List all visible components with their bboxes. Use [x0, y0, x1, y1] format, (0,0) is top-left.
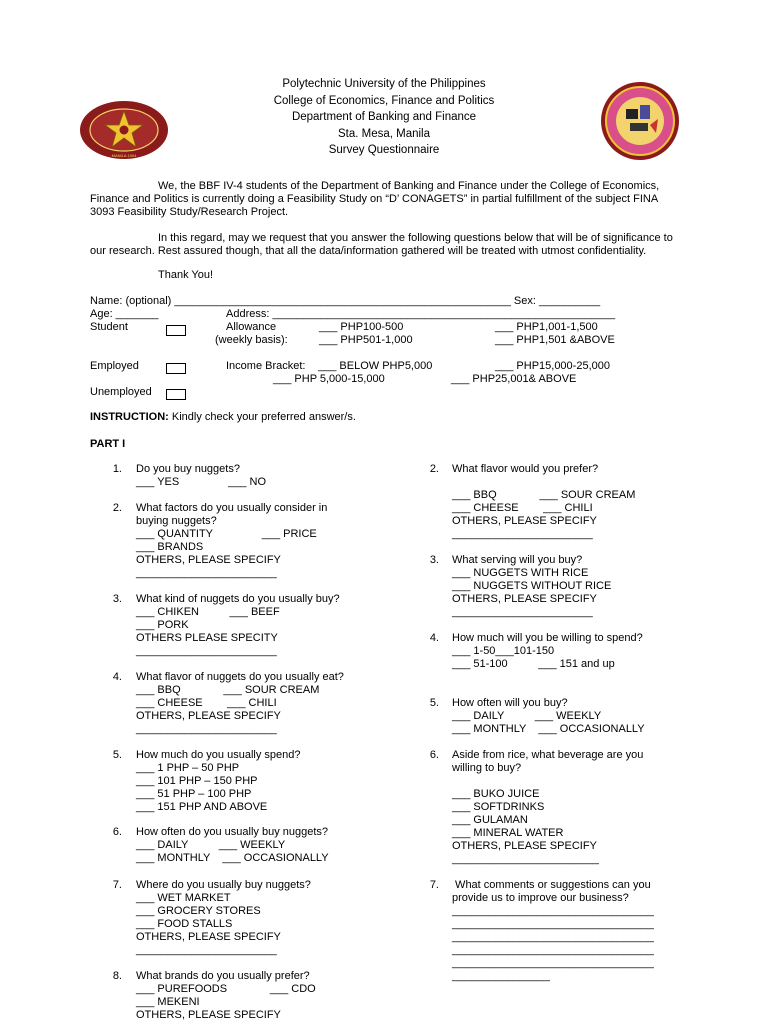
- answer-line: _________________________________: [452, 957, 654, 969]
- question-number: 3.: [429, 554, 439, 566]
- question-block: [136, 879, 311, 957]
- student-checkbox[interactable]: [166, 325, 186, 336]
- question-block: [136, 502, 327, 580]
- answer-line: ___ DAILY ___ WEEKLY: [452, 710, 602, 722]
- question-text: How much do you usually spend?: [136, 749, 301, 761]
- answer-line: ___ BRANDS: [136, 541, 204, 553]
- answer-line: ___ CHEESE ___ CHILI: [452, 502, 593, 514]
- answer-line: ___ 1 PHP – 50 PHP: [136, 762, 240, 774]
- answer-line: OTHERS, PLEASE SPECIFY: [136, 554, 281, 566]
- employed-checkbox[interactable]: [166, 363, 186, 374]
- department-name: Department of Banking and Finance: [291, 111, 477, 123]
- answer-line: ________________________: [452, 853, 599, 865]
- location: Sta. Mesa, Manila: [337, 127, 431, 140]
- income-option: ___ PHP25,001& ABOVE: [451, 373, 577, 385]
- question-block: [452, 463, 635, 541]
- answer-line: OTHERS, PLEASE SPECIFY: [136, 931, 281, 943]
- question-text: What kind of nuggets do you usually buy?: [136, 593, 340, 605]
- question-number: 3.: [112, 593, 122, 605]
- college-seal-right: [600, 81, 680, 161]
- answer-line: willing to buy?: [452, 762, 522, 774]
- answer-line: ___ QUANTITY ___ PRICE: [136, 528, 317, 540]
- allowance-option: ___ PHP100-500: [319, 321, 404, 333]
- unemployed-label: Unemployed: [90, 386, 152, 398]
- answer-line: _________________________________: [452, 905, 654, 917]
- question-number: 2.: [112, 502, 122, 514]
- question-text: How much will you be willing to spend?: [452, 632, 643, 644]
- answer-line: OTHERS, PLEASE SPECIFY: [136, 1009, 281, 1021]
- answer-line: ________________: [452, 970, 550, 982]
- answer-line: ___ PUREFOODS ___ CDO: [136, 983, 316, 995]
- answer-line: ___ MEKENI: [136, 996, 200, 1008]
- answer-line: _______________________: [136, 723, 277, 735]
- question-block: [136, 749, 300, 814]
- name-sex-line: Name: (optional) _______________________________________________________ Sex: __________: [90, 295, 601, 307]
- answer-line: OTHERS, PLEASE SPECIFY: [136, 710, 281, 722]
- answer-line: ___ NUGGETS WITHOUT RICE: [452, 580, 612, 592]
- question-block: [452, 554, 611, 619]
- question-number: 8.: [112, 970, 122, 982]
- question-block: [136, 671, 344, 736]
- answer-line: _______________________: [452, 606, 593, 618]
- question-text: What brands do you usually prefer?: [136, 970, 310, 982]
- income-option: ___ PHP15,000-25,000: [495, 360, 610, 372]
- allowance-option: ___ PHP1,501 &ABOVE: [495, 334, 615, 346]
- question-text: What flavor would you prefer?: [452, 463, 599, 475]
- answer-line: ___ CHIKEN ___ BEEF: [136, 606, 280, 618]
- answer-line: ___ FOOD STALLS: [136, 918, 233, 930]
- income-option: ___ PHP 5,000-15,000: [273, 373, 385, 385]
- income-bracket-label: Income Bracket:: [226, 360, 306, 372]
- answer-line: ___ NUGGETS WITH RICE: [452, 567, 589, 579]
- question-block: [136, 970, 316, 1022]
- answer-line: [452, 476, 635, 489]
- income-option: ___ BELOW PHP5,000: [318, 360, 433, 372]
- question-block: [452, 749, 643, 866]
- thank-you: Thank You!: [158, 269, 214, 281]
- intro-paragraph-1: We, the BBF IV-4 students of the Department of Banking and Finance under the College of Economics, Finance and Politics is currently doing a Feasibility Study on “D’ CONAGETS” in partial fulfillment of the subject FINA 3093 Feasibility Study/Research Project.: [90, 180, 660, 218]
- question-number: 1.: [112, 463, 122, 475]
- answer-line: _______________________: [136, 645, 277, 657]
- question-number: 4.: [112, 671, 122, 683]
- answer-line: ___ DAILY ___ WEEKLY: [136, 839, 286, 851]
- answer-line: ___ SOFTDRINKS: [452, 801, 545, 813]
- question-block: [452, 879, 654, 983]
- question-block: [136, 463, 266, 489]
- question-number: 7.: [112, 879, 122, 891]
- weekly-basis-label: (weekly basis):: [215, 334, 288, 346]
- answer-line: buying nuggets?: [136, 515, 217, 527]
- age-line: Age: _______: [90, 308, 159, 320]
- answer-line: ___ MONTHLY ___ OCCASIONALLY: [452, 723, 645, 735]
- address-line: Address: ________________________________________________________: [226, 308, 616, 320]
- answer-line: provide us to improve our business?: [452, 892, 629, 904]
- question-text: Do you buy nuggets?: [136, 463, 240, 475]
- svg-text:MANILA 1904: MANILA 1904: [111, 153, 137, 158]
- question-number: 2.: [429, 463, 439, 475]
- instruction-text: Kindly check your preferred answer/s.: [168, 411, 356, 423]
- answer-line: ___ GULAMAN: [452, 814, 528, 826]
- answer-line: ___ GROCERY STORES: [136, 905, 261, 917]
- answer-line: ___ BUKO JUICE: [452, 788, 540, 800]
- question-text: What comments or suggestions can you: [452, 879, 651, 891]
- answer-line: ___ BBQ ___ SOUR CREAM: [452, 489, 636, 501]
- answer-line: ___ CHEESE ___ CHILI: [136, 697, 277, 709]
- university-name: Polytechnic University of the Philippines: [282, 78, 486, 90]
- question-text: What serving will you buy?: [452, 554, 583, 566]
- question-number: 5.: [112, 749, 122, 761]
- question-block: [452, 632, 643, 671]
- answer-line: OTHERS PLEASE SPECITY: [136, 632, 278, 644]
- answer-line: ___ 101 PHP – 150 PHP: [136, 775, 258, 787]
- answer-line: ___ MONTHLY ___ OCCASIONALLY: [136, 852, 329, 864]
- question-block: [136, 826, 329, 865]
- question-block: [136, 593, 340, 658]
- allowance-option: ___ PHP501-1,000: [319, 334, 413, 346]
- pup-seal-left: [79, 100, 169, 160]
- answer-line: OTHERS, PLEASE SPECIFY: [452, 840, 597, 852]
- employed-label: Employed: [90, 360, 139, 372]
- instruction: [90, 411, 356, 423]
- answer-line: ___ WET MARKET: [136, 892, 231, 904]
- unemployed-checkbox[interactable]: [166, 389, 186, 400]
- question-number: 4.: [429, 632, 439, 644]
- college-name: College of Economics, Finance and Politics: [273, 94, 495, 107]
- answer-line: ___ PORK: [136, 619, 189, 631]
- part-heading: PART I: [90, 438, 126, 450]
- question-number: 6.: [112, 826, 122, 838]
- answer-line: ___ 51 PHP – 100 PHP: [136, 788, 252, 800]
- answer-line: _______________________: [136, 567, 277, 579]
- answer-line: ___ MINERAL WATER: [452, 827, 564, 839]
- question-text: What flavor of nuggets do you usually eat?: [136, 671, 344, 683]
- document-header: [200, 76, 568, 159]
- answer-line: _______________________: [452, 528, 593, 540]
- answer-line: _______________________: [136, 944, 277, 956]
- answer-line: [452, 775, 643, 788]
- answer-line: _________________________________: [452, 918, 654, 930]
- answer-line: OTHERS, PLEASE SPECIFY: [452, 515, 597, 527]
- question-text: How often will you buy?: [452, 697, 568, 709]
- question-text: What factors do you usually consider in: [136, 502, 328, 514]
- answer-line: _________________________________: [452, 931, 654, 943]
- answer-line: _________________________________: [452, 944, 654, 956]
- allowance-option: ___ PHP1,001-1,500: [495, 321, 598, 333]
- answer-line: ___ YES ___ NO: [136, 476, 267, 488]
- document-title: Survey Questionnaire: [328, 144, 440, 156]
- question-text: Where do you usually buy nuggets?: [136, 879, 311, 891]
- student-label: Student: [90, 321, 128, 333]
- question-number: 7.: [429, 879, 439, 891]
- question-number: 6.: [429, 749, 439, 761]
- instruction-label: INSTRUCTION:: [90, 411, 169, 423]
- answer-line: ___ 51-100 ___ 151 and up: [452, 658, 615, 670]
- question-text: How often do you usually buy nuggets?: [136, 826, 329, 838]
- answer-line: OTHERS, PLEASE SPECIFY: [452, 593, 597, 605]
- question-block: [452, 697, 645, 736]
- question-text: Aside from rice, what beverage are you: [452, 749, 644, 761]
- answer-line: ___ 151 PHP AND ABOVE: [136, 801, 268, 813]
- answer-line: ___ 1-50___101-150: [452, 645, 555, 657]
- allowance-label: Allowance: [226, 321, 277, 333]
- answer-line: ___ BBQ ___ SOUR CREAM: [136, 684, 320, 696]
- question-number: 5.: [429, 697, 439, 709]
- intro-paragraph-2: In this regard, may we request that you answer the following questions below that will be of significance to our research. Rest assured though, that all the data/information gathered will be treated with utmost confidentiality.: [90, 232, 673, 257]
